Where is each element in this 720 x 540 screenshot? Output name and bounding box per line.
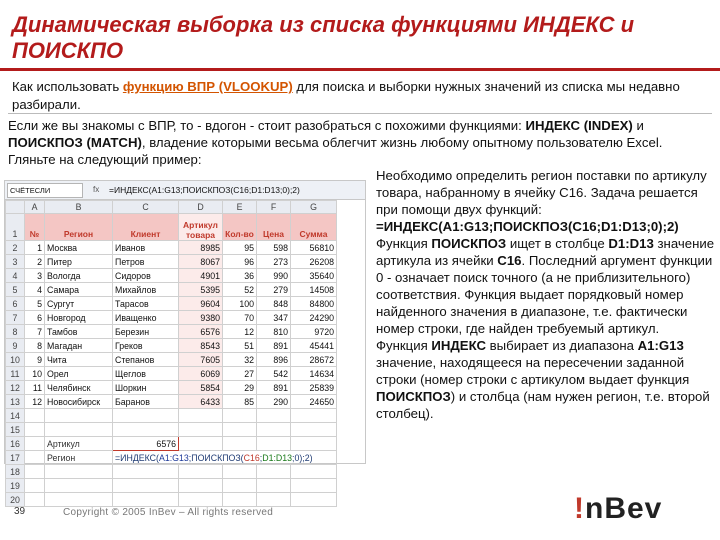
data-cell[interactable]: 51 <box>223 339 257 353</box>
p2e: значение артикула из ячейки <box>376 236 715 268</box>
paragraph-divider <box>8 113 712 114</box>
second-paragraph <box>8 117 708 168</box>
data-cell[interactable]: 3 <box>25 269 45 283</box>
data-cell[interactable]: 347 <box>257 311 291 325</box>
formula-part: =ИНДЕКС( <box>115 452 159 463</box>
data-cell[interactable]: Новгород <box>45 311 113 325</box>
row-number[interactable]: 16 <box>6 437 25 451</box>
empty-cell[interactable] <box>291 423 337 437</box>
p3f: ПОИСКПОЗ <box>376 389 451 404</box>
row-number[interactable]: 4 <box>6 269 25 283</box>
data-cell[interactable]: Тамбов <box>45 325 113 339</box>
data-cell[interactable]: 25839 <box>291 381 337 395</box>
data-cell[interactable]: 9720 <box>291 325 337 339</box>
data-cell[interactable]: 14508 <box>291 283 337 297</box>
header-cell[interactable]: Артикул товара <box>179 214 223 241</box>
table-row <box>6 465 337 479</box>
data-cell[interactable]: Москва <box>45 241 113 255</box>
data-cell[interactable]: 8067 <box>179 255 223 269</box>
empty-cell[interactable] <box>257 437 291 451</box>
empty-cell[interactable] <box>45 423 113 437</box>
data-cell[interactable]: 52 <box>223 283 257 297</box>
table-row <box>6 339 337 353</box>
empty-cell[interactable] <box>179 423 223 437</box>
data-cell[interactable]: 35640 <box>291 269 337 283</box>
data-cell[interactable]: 290 <box>257 395 291 409</box>
data-cell[interactable]: Магадан <box>45 339 113 353</box>
spreadsheet-grid <box>5 200 337 507</box>
row-number[interactable]: 1 <box>6 214 25 241</box>
data-cell[interactable]: Баранов <box>113 395 179 409</box>
data-cell[interactable]: 273 <box>257 255 291 269</box>
formula-part: ;ПОИСКПОЗ( <box>188 452 244 463</box>
slide-title: Динамическая выборка из списка функциями ИНДЕКС и ПОИСКПО <box>12 12 635 63</box>
table-row <box>6 409 337 423</box>
data-cell[interactable]: Тарасов <box>113 297 179 311</box>
artikul-row <box>6 437 337 451</box>
data-cell[interactable]: 5854 <box>179 381 223 395</box>
data-cell[interactable]: 70 <box>223 311 257 325</box>
empty-cell[interactable] <box>223 409 257 423</box>
region-formula-cell[interactable] <box>113 451 337 465</box>
data-cell[interactable]: Щеглов <box>113 367 179 381</box>
row-number[interactable]: 18 <box>6 465 25 479</box>
fx-icon: fx <box>93 185 100 194</box>
formula-bold: =ИНДЕКС(A1:G13;ПОИСКПОЗ(C16;D1:D13;0);2) <box>376 219 679 234</box>
data-cell[interactable]: 279 <box>257 283 291 297</box>
data-cell[interactable]: 6069 <box>179 367 223 381</box>
table-row <box>6 367 337 381</box>
empty-cell[interactable] <box>223 465 257 479</box>
row-number[interactable]: 8 <box>6 325 25 339</box>
row-number[interactable]: 5 <box>6 283 25 297</box>
data-cell[interactable]: 24650 <box>291 395 337 409</box>
empty-cell[interactable] <box>113 479 179 493</box>
table-row <box>6 381 337 395</box>
data-cell[interactable]: Чита <box>45 353 113 367</box>
formula-part: C16 <box>243 452 260 463</box>
row-number[interactable]: 3 <box>6 255 25 269</box>
p2-text-2: и <box>632 118 644 133</box>
p2g: . Последний аргумент функции 0 - означает поиск точного (а не приблизительного) соответствия. Функция выдает порядковый номер найденного значения в диапазоне, т.е. фактически номер строки, где найден требуемый артикул. <box>376 253 713 336</box>
copyright-text: Copyright © 2005 InBev – All rights reserved <box>63 507 274 518</box>
p2-text-3: , владение которыми весьма облегчит жизнь любому опытному пользователю Excel. Гляньте на следующий пример: <box>8 135 663 167</box>
formula-bar <box>5 181 365 200</box>
empty-cell[interactable] <box>113 409 179 423</box>
data-cell[interactable]: 45441 <box>291 339 337 353</box>
header-cell[interactable]: № <box>25 214 45 241</box>
data-cell[interactable]: 84800 <box>291 297 337 311</box>
empty-cell[interactable] <box>257 493 291 507</box>
p2-index-bold: ИНДЕКС (INDEX) <box>525 118 633 133</box>
empty-cell[interactable] <box>291 409 337 423</box>
data-cell[interactable]: 10 <box>25 367 45 381</box>
data-cell[interactable]: 5 <box>25 297 45 311</box>
empty-cell[interactable] <box>179 479 223 493</box>
data-cell[interactable]: Челябинск <box>45 381 113 395</box>
intro-prefix: Как использовать <box>12 79 123 94</box>
p2a: Функция <box>376 236 432 251</box>
vlookup-link[interactable]: функцию ВПР (VLOOKUP) <box>122 79 293 94</box>
table-row <box>6 325 337 339</box>
row-number[interactable]: 17 <box>6 451 25 465</box>
column-letter[interactable]: G <box>291 201 337 214</box>
data-cell[interactable]: Сургут <box>45 297 113 311</box>
row-number[interactable]: 15 <box>6 423 25 437</box>
empty-cell[interactable] <box>291 437 337 451</box>
p2f: C16 <box>497 253 522 268</box>
table-row <box>6 493 337 507</box>
explanation-p2 <box>376 235 716 337</box>
table-row <box>6 297 337 311</box>
data-cell[interactable]: 27 <box>223 367 257 381</box>
empty-cell[interactable] <box>179 409 223 423</box>
data-cell[interactable]: 891 <box>257 381 291 395</box>
data-cell[interactable]: 12 <box>223 325 257 339</box>
data-cell[interactable]: 1 <box>25 241 45 255</box>
logo-bang: ! <box>574 492 585 525</box>
formula-part: A1:G13 <box>158 452 189 463</box>
table-row <box>6 283 337 297</box>
inbev-logo <box>574 492 662 526</box>
data-cell[interactable]: 7605 <box>179 353 223 367</box>
table-row <box>6 479 337 493</box>
data-cell[interactable]: Петров <box>113 255 179 269</box>
empty-cell[interactable] <box>223 437 257 451</box>
p2d: D1:D13 <box>608 236 654 251</box>
empty-cell[interactable] <box>25 479 45 493</box>
empty-cell[interactable] <box>223 479 257 493</box>
row-number[interactable]: 2 <box>6 241 25 255</box>
data-cell[interactable]: 6 <box>25 311 45 325</box>
data-cell[interactable]: 2 <box>25 255 45 269</box>
empty-cell[interactable] <box>179 437 223 451</box>
row-number[interactable]: 10 <box>6 353 25 367</box>
row-number[interactable]: 7 <box>6 311 25 325</box>
data-cell[interactable]: Вологда <box>45 269 113 283</box>
column-letter[interactable]: D <box>179 201 223 214</box>
empty-cell[interactable] <box>25 451 45 465</box>
empty-cell[interactable] <box>45 493 113 507</box>
p3a: Функция <box>376 338 432 353</box>
header-cell[interactable]: Клиент <box>113 214 179 241</box>
empty-cell[interactable] <box>45 479 113 493</box>
data-cell[interactable]: 96 <box>223 255 257 269</box>
formula-part: D1:D13 <box>262 452 293 463</box>
empty-cell[interactable] <box>291 465 337 479</box>
column-header-row <box>6 201 337 214</box>
data-cell[interactable]: 8985 <box>179 241 223 255</box>
data-cell[interactable]: 542 <box>257 367 291 381</box>
data-cell[interactable]: Иванов <box>113 241 179 255</box>
table-row <box>6 255 337 269</box>
table-row <box>6 353 337 367</box>
data-cell[interactable]: Михайлов <box>113 283 179 297</box>
explanation-p3 <box>376 337 716 422</box>
page-number: 39 <box>14 506 26 517</box>
data-cell[interactable]: 896 <box>257 353 291 367</box>
data-cell[interactable]: Иващенко <box>113 311 179 325</box>
data-cell[interactable]: 95 <box>223 241 257 255</box>
header-cell[interactable]: Кол-во <box>223 214 257 241</box>
explanation-p1: Необходимо определить регион поставки по артикулу товара, набранному в ячейку C16. Задача решается при помощи двух функций: <box>376 168 707 217</box>
p2b: ПОИСКПОЗ <box>431 236 507 251</box>
data-cell[interactable]: 28672 <box>291 353 337 367</box>
empty-cell[interactable] <box>25 465 45 479</box>
header-cell[interactable]: Регион <box>45 214 113 241</box>
data-cell[interactable]: 4901 <box>179 269 223 283</box>
p3e: значение, находящееся на пересечении заданной строки (номер строки с артикулом выдает функция <box>376 355 690 387</box>
empty-cell[interactable] <box>113 423 179 437</box>
empty-cell[interactable] <box>113 465 179 479</box>
empty-cell[interactable] <box>179 493 223 507</box>
row-number[interactable]: 13 <box>6 395 25 409</box>
data-cell[interactable]: 6433 <box>179 395 223 409</box>
data-cell[interactable]: Орел <box>45 367 113 381</box>
row-number[interactable]: 14 <box>6 409 25 423</box>
formula-bar-text[interactable]: =ИНДЕКС(A1:G13;ПОИСКПОЗ(C16;D1:D13;0);2) <box>109 185 300 195</box>
data-cell[interactable]: 24290 <box>291 311 337 325</box>
column-letter[interactable]: B <box>45 201 113 214</box>
data-cell[interactable]: 36 <box>223 269 257 283</box>
empty-cell[interactable] <box>257 479 291 493</box>
row-number[interactable]: 12 <box>6 381 25 395</box>
table-header-row <box>6 214 337 241</box>
data-cell[interactable]: 12 <box>25 395 45 409</box>
data-cell[interactable]: Греков <box>113 339 179 353</box>
data-cell[interactable]: 9 <box>25 353 45 367</box>
region-label[interactable]: Регион <box>45 451 113 465</box>
formula-part: ;0);2) <box>292 452 313 463</box>
p3g: ) и столбца (нам нужен регион, т.е. второй столбец). <box>376 389 710 421</box>
formula-part: ; <box>259 452 263 463</box>
p2-text-1: Если же вы знакомы с ВПР, то - вдогон - стоит разобраться с похожими функциями: <box>8 118 526 133</box>
data-cell[interactable]: 8 <box>25 339 45 353</box>
explanation-formula <box>376 218 716 235</box>
column-letter[interactable]: F <box>257 201 291 214</box>
data-cell[interactable]: 56810 <box>291 241 337 255</box>
data-cell[interactable]: 32 <box>223 353 257 367</box>
column-letter[interactable]: A <box>25 201 45 214</box>
p3c: выбирает из диапазона <box>486 338 638 353</box>
p3d: A1:G13 <box>637 338 684 353</box>
data-cell[interactable]: 100 <box>223 297 257 311</box>
empty-cell[interactable] <box>45 465 113 479</box>
column-letter[interactable] <box>6 201 25 214</box>
p2c: ищет в столбце <box>506 236 609 251</box>
data-cell[interactable]: Березин <box>113 325 179 339</box>
data-cell[interactable]: 990 <box>257 269 291 283</box>
data-cell[interactable]: 85 <box>223 395 257 409</box>
data-cell[interactable]: 14634 <box>291 367 337 381</box>
table-row <box>6 423 337 437</box>
column-letter[interactable]: E <box>223 201 257 214</box>
data-cell[interactable]: Шоркин <box>113 381 179 395</box>
header-cell[interactable]: Цена <box>257 214 291 241</box>
empty-cell[interactable] <box>25 423 45 437</box>
empty-cell[interactable] <box>179 465 223 479</box>
empty-cell[interactable] <box>25 409 45 423</box>
header-cell[interactable]: Сумма <box>291 214 337 241</box>
data-cell[interactable]: 891 <box>257 339 291 353</box>
data-cell[interactable]: 6576 <box>179 325 223 339</box>
artikul-label[interactable]: Артикул <box>45 437 113 451</box>
data-cell[interactable]: 26208 <box>291 255 337 269</box>
table-row <box>6 269 337 283</box>
artikul-input-cell[interactable]: 6576 <box>113 437 179 451</box>
data-cell[interactable]: 810 <box>257 325 291 339</box>
name-box[interactable]: СЧЁТЕСЛИ <box>7 183 83 198</box>
table-row <box>6 311 337 325</box>
row-number[interactable]: 9 <box>6 339 25 353</box>
data-cell[interactable]: 4 <box>25 283 45 297</box>
data-cell[interactable]: Сидоров <box>113 269 179 283</box>
table-row <box>6 395 337 409</box>
data-cell[interactable]: 7 <box>25 325 45 339</box>
empty-cell[interactable] <box>113 493 179 507</box>
intro-suffix: для поиска и выборки нужных значений из списка мы недавно разбирали. <box>12 79 680 112</box>
empty-cell[interactable] <box>45 409 113 423</box>
column-letter[interactable]: C <box>113 201 179 214</box>
row-number[interactable]: 6 <box>6 297 25 311</box>
data-cell[interactable]: 9604 <box>179 297 223 311</box>
empty-cell[interactable] <box>223 493 257 507</box>
data-cell[interactable]: 848 <box>257 297 291 311</box>
data-cell[interactable]: Степанов <box>113 353 179 367</box>
p3b: ИНДЕКС <box>431 338 486 353</box>
data-cell[interactable]: 11 <box>25 381 45 395</box>
data-cell[interactable]: 9380 <box>179 311 223 325</box>
empty-cell[interactable] <box>25 437 45 451</box>
region-row <box>6 451 337 465</box>
data-cell[interactable]: Новосибирск <box>45 395 113 409</box>
empty-cell[interactable] <box>257 423 291 437</box>
title-divider <box>0 68 720 71</box>
p2-match-bold: ПОИСКПОЗ (MATCH) <box>8 135 142 150</box>
empty-cell[interactable] <box>257 409 291 423</box>
row-number[interactable]: 20 <box>6 493 25 507</box>
intro-paragraph <box>12 78 702 114</box>
row-number[interactable]: 19 <box>6 479 25 493</box>
data-cell[interactable]: 598 <box>257 241 291 255</box>
data-cell[interactable]: 8543 <box>179 339 223 353</box>
empty-cell[interactable] <box>223 423 257 437</box>
table-row <box>6 241 337 255</box>
data-cell[interactable]: 29 <box>223 381 257 395</box>
empty-cell[interactable] <box>257 465 291 479</box>
empty-cell[interactable] <box>291 479 337 493</box>
excel-screenshot <box>4 180 366 505</box>
data-cell[interactable]: Питер <box>45 255 113 269</box>
data-cell[interactable]: 5395 <box>179 283 223 297</box>
data-cell[interactable]: Самара <box>45 283 113 297</box>
empty-cell[interactable] <box>25 493 45 507</box>
empty-cell[interactable] <box>291 493 337 507</box>
explanation-text <box>376 167 716 422</box>
logo-text: nBev <box>585 492 663 525</box>
row-number[interactable]: 11 <box>6 367 25 381</box>
